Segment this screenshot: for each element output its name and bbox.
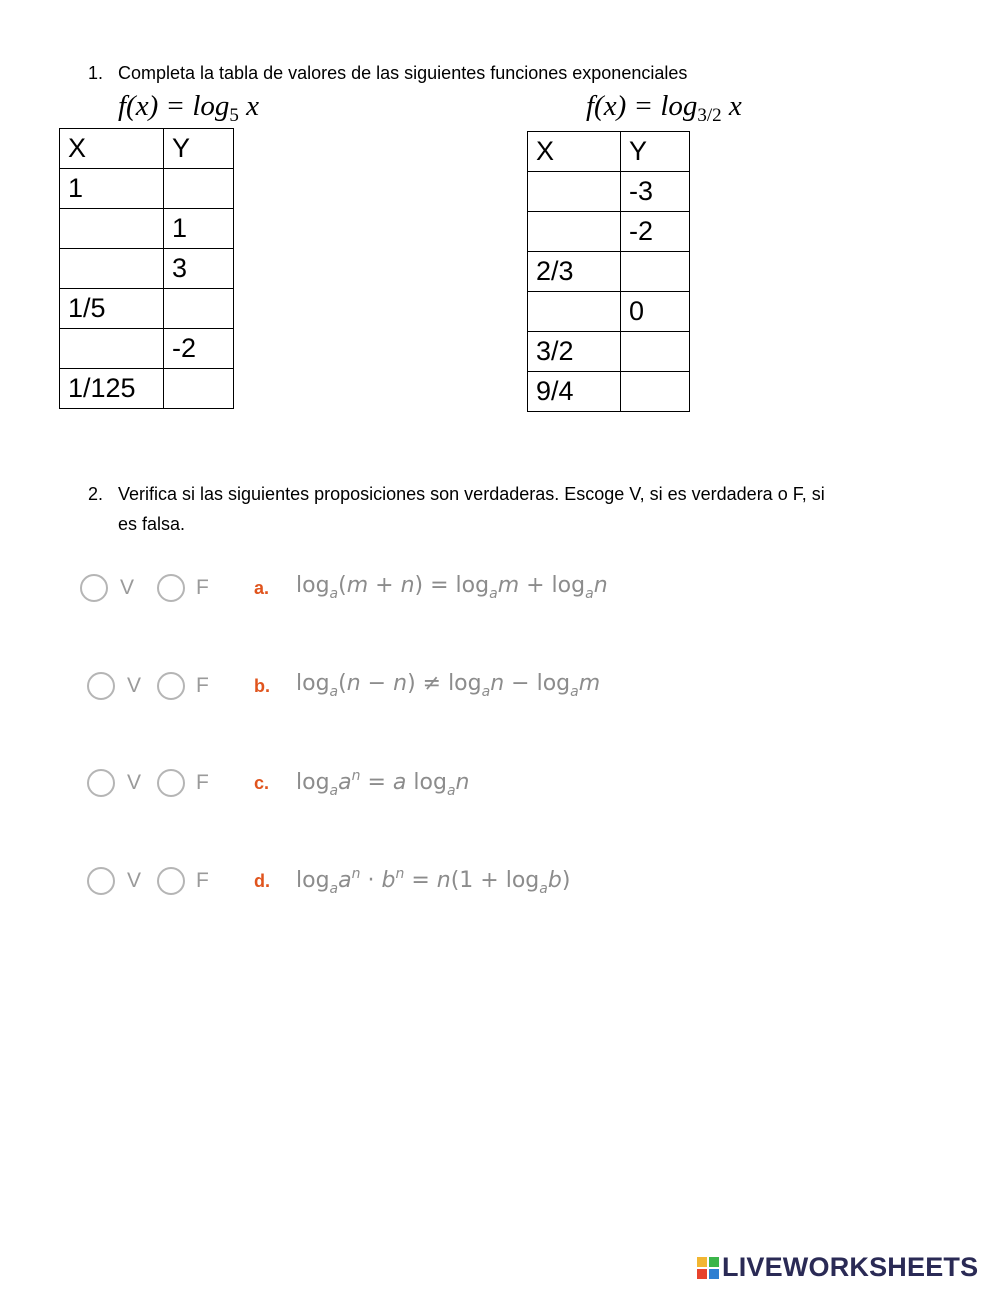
cell-y[interactable]	[621, 252, 690, 292]
header-y: Y	[164, 129, 234, 169]
left-formula-suffix: x	[246, 90, 259, 122]
true-label: V	[127, 771, 142, 794]
header-x: X	[60, 129, 164, 169]
right-formula-base: 3/2	[697, 105, 722, 126]
cell-y[interactable]: 3	[164, 249, 234, 289]
table-row	[528, 332, 690, 372]
cell-y[interactable]	[164, 169, 234, 209]
cell-y[interactable]	[621, 332, 690, 372]
cell-x[interactable]	[528, 212, 621, 252]
question-1-text: Completa la tabla de valores de las siguientes funciones exponenciales	[118, 63, 688, 83]
expression-c: $\log_aa^n = a$ $\log_an$	[296, 768, 470, 799]
true-label: V	[127, 674, 142, 697]
cell-x[interactable]	[528, 172, 621, 212]
header-y: Y	[621, 132, 690, 172]
right-values-table	[527, 131, 690, 412]
cell-x[interactable]	[60, 249, 164, 289]
radio-false-c[interactable]	[157, 769, 185, 797]
radio-true-c[interactable]	[87, 769, 115, 797]
liveworksheets-logo-icon	[697, 1257, 719, 1279]
liveworksheets-logo	[697, 1252, 978, 1283]
right-formula-prefix: f(x) = log	[586, 90, 698, 122]
right-formula-suffix: x	[728, 90, 742, 122]
table-row	[60, 249, 234, 289]
cell-y[interactable]	[621, 372, 690, 412]
item-letter-b: b.	[254, 676, 270, 696]
radio-false-a[interactable]	[157, 574, 185, 602]
table-header-row	[60, 129, 234, 169]
true-label: V	[127, 869, 142, 892]
table-row	[60, 209, 234, 249]
header-x: X	[528, 132, 621, 172]
left-formula-base: 5	[229, 105, 239, 126]
cell-x[interactable]: 1/5	[60, 289, 164, 329]
table-row	[60, 369, 234, 409]
radio-true-b[interactable]	[87, 672, 115, 700]
expression-b: $\log_a(n - n) \ne \log_an - \log_am$	[296, 671, 601, 700]
table-row	[528, 252, 690, 292]
radio-true-d[interactable]	[87, 867, 115, 895]
cell-y[interactable]: -3	[621, 172, 690, 212]
left-formula-prefix: f(x) = log	[118, 90, 230, 122]
radio-false-b[interactable]	[157, 672, 185, 700]
question-2-number: 2.	[88, 484, 104, 504]
false-label: F	[196, 771, 209, 794]
expression-d: $\log_aa^n \cdot b^n = n(1 + \log_ab)$	[296, 866, 571, 897]
false-label: F	[196, 674, 209, 697]
cell-x[interactable]: 1	[60, 169, 164, 209]
item-letter-d: d.	[254, 871, 270, 891]
table-header-row	[528, 132, 690, 172]
cell-y[interactable]: -2	[621, 212, 690, 252]
false-label: F	[196, 576, 209, 599]
expression-a: $\log_a(m + n) = \log_am + \log_an$	[296, 573, 608, 602]
cell-x[interactable]	[60, 329, 164, 369]
logo-text: LIVEWORKSHEETS	[722, 1252, 979, 1282]
cell-x[interactable]: 2/3	[528, 252, 621, 292]
true-label: V	[120, 576, 135, 599]
cell-x[interactable]	[528, 292, 621, 332]
cell-x[interactable]: 9/4	[528, 372, 621, 412]
radio-false-d[interactable]	[157, 867, 185, 895]
table-row	[528, 292, 690, 332]
question-2-text-line-2: es falsa.	[118, 514, 186, 534]
cell-x[interactable]: 1/125	[60, 369, 164, 409]
table-row	[528, 172, 690, 212]
table-row	[60, 289, 234, 329]
item-letter-c: c.	[254, 773, 270, 793]
table-row	[528, 372, 690, 412]
table-row	[60, 169, 234, 209]
left-values-table	[59, 128, 234, 409]
radio-true-a[interactable]	[80, 574, 108, 602]
cell-x[interactable]	[60, 209, 164, 249]
cell-y[interactable]: -2	[164, 329, 234, 369]
cell-y[interactable]	[164, 369, 234, 409]
right-function-formula	[586, 90, 742, 127]
false-label: F	[196, 869, 209, 892]
left-function-formula	[118, 90, 259, 127]
cell-y[interactable]	[164, 289, 234, 329]
cell-x[interactable]: 3/2	[528, 332, 621, 372]
question-2-text-line-1: Verifica si las siguientes proposiciones son verdaderas. Escoge V, si es verdadera o F, si	[118, 484, 825, 504]
question-1-number: 1.	[88, 63, 104, 83]
table-row	[60, 329, 234, 369]
cell-y[interactable]: 0	[621, 292, 690, 332]
cell-y[interactable]: 1	[164, 209, 234, 249]
item-letter-a: a.	[254, 578, 270, 598]
table-row	[528, 212, 690, 252]
